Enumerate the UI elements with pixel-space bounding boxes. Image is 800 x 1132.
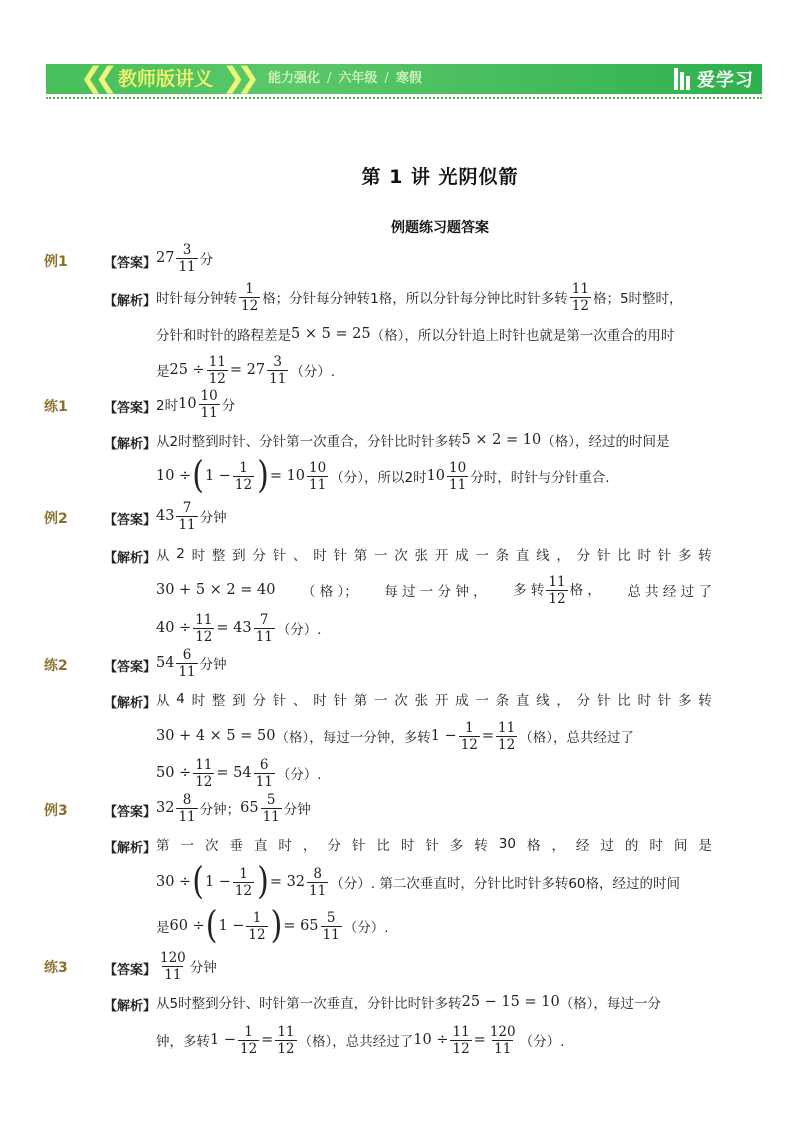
analysis-line	[156, 536, 712, 572]
lecture-title: 第 1 讲 光阴似箭	[361, 166, 519, 188]
analysis-line: 50 ÷ $\frac{11}{12}$ = 54 $\frac{6}{11}$ （分）.	[156, 756, 322, 790]
analysis-char: 直	[515, 693, 530, 709]
analysis-char: 一	[374, 693, 388, 709]
logo-mark-icon	[674, 68, 692, 90]
analysis-line: 30 + 4 × 5 = 50 （格），每过一分钟，多转 1 − $\frac{1}{12}$ = $\frac{11}{12}$ （格），总共经过了	[156, 719, 634, 753]
analysis-tag: 【解析】	[104, 294, 157, 309]
analysis-char: 多	[678, 548, 692, 564]
analysis-line	[156, 681, 712, 717]
breadcrumb-item: 能力强化	[268, 71, 321, 86]
answer-tag: 【答案】	[104, 256, 157, 271]
analysis-char: 针	[425, 838, 439, 854]
logo	[674, 65, 754, 93]
analysis-char: 针	[596, 548, 611, 564]
analysis-tag: 【解析】	[104, 696, 157, 711]
analysis-tag: 【解析】	[104, 999, 157, 1014]
answer-tag: 【答案】	[104, 513, 157, 528]
analysis-char: 时	[191, 693, 206, 709]
analysis-char: 分	[576, 693, 591, 709]
breadcrumb	[268, 71, 422, 87]
answer-line: 27 $\frac{3}{11}$ 分	[156, 241, 214, 275]
analysis-char: 次	[394, 693, 408, 709]
analysis-char: 、	[292, 548, 307, 564]
analysis-char: ，	[556, 548, 570, 564]
analysis-char: 针	[333, 693, 347, 709]
analysis-char: 成	[455, 693, 469, 709]
analysis-tag: 【解析】	[104, 841, 157, 856]
analysis-char: 多	[449, 838, 464, 854]
handout-title: 教师版讲义	[118, 68, 214, 90]
analysis-char: 垂	[229, 838, 243, 854]
problem-label: 例2	[44, 511, 68, 527]
analysis-char: 格	[526, 838, 541, 854]
analysis-char: 针	[657, 548, 672, 564]
analysis-line: 从2时整到时针、分针第一次重合，分针比时针多转 5 × 2 = 10 （格），经过的时间是	[156, 432, 670, 450]
answer-line: 43 $\frac{7}{11}$ 分钟	[156, 499, 227, 533]
analysis-char: 直	[515, 548, 530, 564]
analysis-char: 间	[673, 838, 688, 854]
analysis-char: 针	[333, 548, 347, 564]
analysis-char: 针	[272, 548, 287, 564]
analysis-line: 从5时整到分针、时针第一次垂直，分针比时针多转 25 − 15 = 10 （格），每过一分	[156, 994, 661, 1012]
analysis-line: 时针每分钟转 $\frac{1}{12}$ 格；分针每分钟转1格，所以分针每分钟比时针多转 $\frac{11}{12}$ 格；5时整时，	[156, 280, 683, 314]
double-chevron-right-icon: ❯❯	[222, 61, 251, 94]
fraction: $\frac{3}{11}$	[178, 241, 196, 275]
analysis-char: 时	[400, 838, 415, 854]
analysis-line: 30 ÷ ( 1 − $\frac{1}{12}$ ) = 32 $\frac{8}{11}$ （分）. 第二次垂直时，分针比时针多转60格，经过的时间	[156, 859, 680, 904]
analysis-char: 的	[624, 838, 639, 854]
analysis-tag: 【解析】	[104, 437, 157, 452]
analysis-char: 一	[475, 693, 489, 709]
analysis-char: 多	[678, 693, 692, 709]
analysis-char: 到	[232, 693, 246, 709]
analysis-char: 开	[434, 548, 449, 564]
problem-label: 例3	[44, 803, 68, 819]
analysis-char: 时	[637, 693, 651, 709]
analysis-char: 第	[353, 693, 368, 709]
answer-tag: 【答案】	[104, 660, 157, 675]
analysis-char: 比	[617, 693, 631, 709]
analysis-char: 比	[376, 838, 390, 854]
analysis-char: 转	[698, 693, 712, 709]
analysis-char: 针	[351, 838, 366, 854]
logo-text: 爱学习	[697, 70, 754, 91]
analysis-char: 条	[495, 548, 510, 564]
breadcrumb-separator: /	[384, 71, 389, 86]
problem-label: 例1	[44, 254, 68, 270]
analysis-line: 是 25 ÷ $\frac{11}{12}$ = 27 $\frac{3}{11}$ （分）.	[156, 353, 336, 387]
breadcrumb-separator: /	[327, 71, 332, 86]
analysis-char: 一	[374, 548, 388, 564]
analysis-char: 次	[204, 838, 219, 854]
analysis-char: 分	[252, 548, 266, 564]
analysis-char: 到	[232, 548, 246, 564]
analysis-char: 是	[698, 838, 712, 854]
analysis-line: 10 ÷ ( 1 − $\frac{1}{12}$ ) = 10 $\frac{10}{11}$ （分），所以2时 10 $\frac{10}{11}$ 分时，时针与分针重合.	[156, 453, 610, 498]
analysis-char: 分	[576, 548, 591, 564]
practice-label: 练1	[44, 399, 68, 415]
analysis-char: 分	[327, 838, 341, 854]
analysis-char: 时	[649, 838, 663, 854]
answer-line: 32 $\frac{8}{11}$ 分钟； 65 $\frac{5}{11}$ 分钟	[156, 791, 311, 825]
analysis-char: 整	[211, 693, 226, 709]
header-divider	[46, 97, 762, 99]
breadcrumb-item: 寒假	[395, 71, 422, 86]
answer-line: 2时 10 $\frac{10}{11}$ 分	[156, 387, 236, 421]
analysis-char: 一	[180, 838, 194, 854]
answer-tag: 【答案】	[104, 805, 157, 820]
analysis-char: 线	[536, 548, 550, 564]
analysis-char: 2	[176, 546, 185, 562]
analysis-char: ，	[556, 693, 570, 709]
analysis-line: 30 + 5 × 2 = 40 （ 格 ）； 每 过 一 分 钟 ， 多 转 $\frac{11}{12}$ 格 ， 总 共 经 过 了	[156, 573, 712, 607]
analysis-char: 经	[575, 838, 590, 854]
analysis-char: 从	[156, 693, 170, 709]
analysis-char: 时	[278, 838, 292, 854]
analysis-char: 时	[313, 548, 327, 564]
answer-line: 54 $\frac{6}{11}$ 分钟	[156, 646, 227, 680]
answer-line: $\frac{120}{11}$ 分钟	[160, 949, 217, 983]
header-bar	[46, 61, 762, 94]
analysis-char: 针	[657, 693, 672, 709]
analysis-char: 从	[156, 548, 170, 564]
analysis-char: 分	[252, 693, 266, 709]
double-chevron-left-icon: ❮❮	[80, 61, 109, 94]
analysis-line: 是 60 ÷ ( 1 − $\frac{1}{12}$ ) = 65 $\frac{5}{11}$ （分）.	[156, 903, 389, 948]
analysis-char: 针	[272, 693, 287, 709]
analysis-line	[156, 826, 712, 862]
analysis-char: 条	[495, 693, 510, 709]
section-title: 例题练习题答案	[391, 220, 489, 236]
analysis-char: 张	[414, 548, 429, 564]
analysis-tag: 【解析】	[104, 551, 157, 566]
analysis-char: 一	[475, 548, 489, 564]
analysis-char: 张	[414, 693, 429, 709]
analysis-char: ，	[302, 838, 317, 854]
analysis-char: 整	[211, 548, 226, 564]
analysis-char: 、	[292, 693, 307, 709]
analysis-char: 次	[394, 548, 408, 564]
analysis-char: 时	[637, 548, 651, 564]
analysis-char: ，	[551, 838, 565, 854]
analysis-char: 直	[253, 838, 268, 854]
analysis-char: 第	[353, 548, 368, 564]
analysis-char: 线	[536, 693, 550, 709]
analysis-char: 第	[156, 838, 170, 854]
analysis-char: 时	[313, 693, 327, 709]
analysis-char: 成	[455, 548, 469, 564]
analysis-char: 过	[600, 838, 614, 854]
answer-tag: 【答案】	[104, 963, 157, 978]
analysis-char: 4	[176, 691, 185, 707]
analysis-line: 40 ÷ $\frac{11}{12}$ = 43 $\frac{7}{11}$ （分）.	[156, 611, 322, 645]
analysis-char: 转	[474, 838, 488, 854]
analysis-char: 开	[434, 693, 449, 709]
analysis-line: 钟，多转 1 − $\frac{1}{12}$ = $\frac{11}{12}$ （格），总共经过了 10 ÷ $\frac{11}{12}$ = $\frac{120}{11}$ （分）.	[156, 1023, 565, 1057]
answer-tag: 【答案】	[104, 401, 157, 416]
practice-label: 练3	[44, 960, 68, 976]
analysis-char: 30	[498, 836, 516, 852]
breadcrumb-item: 六年级	[338, 71, 378, 86]
analysis-char: 比	[617, 548, 631, 564]
practice-label: 练2	[44, 658, 68, 674]
analysis-char: 转	[698, 548, 712, 564]
analysis-char: 时	[191, 548, 206, 564]
analysis-char: 针	[596, 693, 611, 709]
analysis-line: 分针和时针的路程差是 5 × 5 = 25 （格），所以分针追上时针也就是第一次重合的用时	[156, 326, 675, 344]
